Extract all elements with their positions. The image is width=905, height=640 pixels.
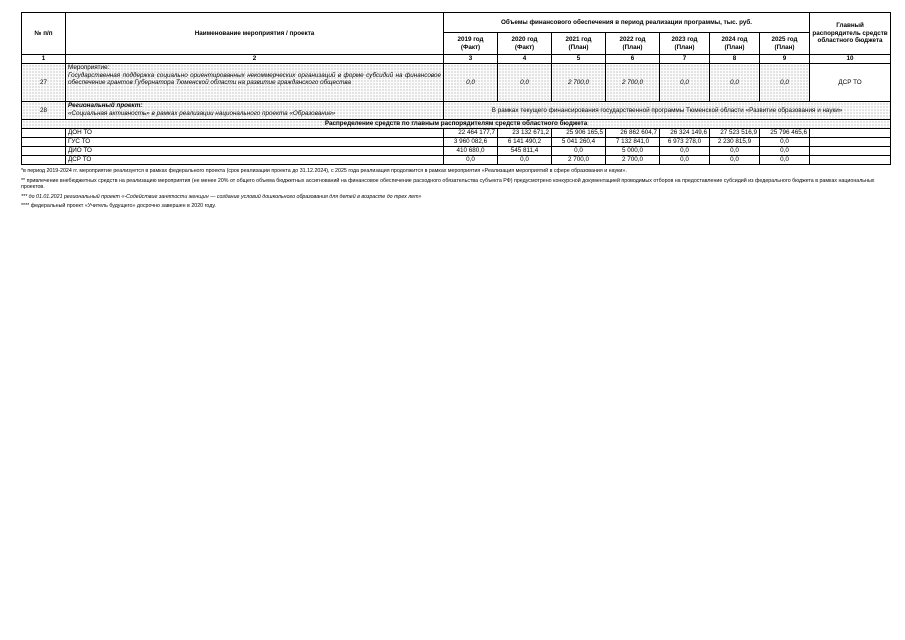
- footnote: ** привлечение внебюджетных средств на реализацию мероприятия (не менее 20% от общего объема бюджетных ассигнований на финансовое обеспечение расходного обязательства субъекта РФ) предусмотрено конкурсной документацией проводимых отборов на предоставление субсидий из федерального бюджета в рамках национальных проектов.: [21, 177, 875, 191]
- amount-cell: 2 700,0: [552, 156, 606, 165]
- col-num-header: № п/п: [22, 13, 66, 55]
- column-number: 1: [22, 55, 66, 64]
- year-header: [552, 33, 606, 55]
- column-number: 7: [660, 55, 710, 64]
- table-row: [22, 156, 891, 165]
- year-label: 2022 год: [619, 35, 646, 43]
- amount-cell: 0,0: [660, 147, 710, 156]
- year-header: [760, 33, 810, 55]
- amount-cell: 0,0: [760, 147, 810, 156]
- table-row: [22, 138, 891, 147]
- amount-cell: 0,0: [760, 138, 810, 147]
- col-name-header: Наименование мероприятия / проекта: [66, 13, 444, 55]
- empty-cell: [22, 156, 66, 165]
- column-number: 3: [444, 55, 498, 64]
- event-name-cell: [66, 64, 444, 102]
- amount-cell: 0,0: [552, 147, 606, 156]
- amount-cell: 25 796 465,6: [760, 129, 810, 138]
- amount-cell: 25 906 165,5: [552, 129, 606, 138]
- empty-cell: [810, 147, 891, 156]
- empty-cell: [810, 138, 891, 147]
- amount-cell: 0,0: [760, 156, 810, 165]
- manager-name: ГУС ТО: [66, 138, 444, 147]
- year-header: [606, 33, 660, 55]
- column-number: 10: [810, 55, 891, 64]
- amount-cell: 23 132 671,2: [498, 129, 552, 138]
- project-label: Региональный проект:: [68, 102, 143, 109]
- table-row-27: [22, 64, 891, 102]
- distribution-title-row: [22, 120, 891, 129]
- document-sheet: [21, 12, 890, 213]
- amount-cell: 0,0: [710, 156, 760, 165]
- funding-value: 2 700,0: [606, 64, 660, 102]
- table-row-28: [22, 102, 891, 120]
- year-status: (План): [724, 43, 745, 51]
- year-status: (План): [568, 43, 589, 51]
- empty-cell: [22, 129, 66, 138]
- footnote: *в период 2019-2024 гг. мероприятие реализуется в рамках федерального проекта (срок реализации проекта до 31.12.2024), с 2025 года реализация продолжится в рамках мероприятия «Реализация мероприятий в сфере образования и науки».: [21, 168, 627, 174]
- table-row: [22, 147, 891, 156]
- year-header: [444, 33, 498, 55]
- amount-cell: 27 523 516,9: [710, 129, 760, 138]
- amount-cell: 22 464 177,7: [444, 129, 498, 138]
- funding-value: 0,0: [444, 64, 498, 102]
- column-number: 8: [710, 55, 760, 64]
- funding-value: 0,0: [498, 64, 552, 102]
- merged-financing-note: В рамках текущего финансирования государственной программы Тюменской области «Развитие образования и науки»: [444, 102, 891, 120]
- year-header: [660, 33, 710, 55]
- amount-cell: 3 960 082,6: [444, 138, 498, 147]
- column-number-row: [22, 55, 891, 64]
- manager-name: ДСР ТО: [66, 156, 444, 165]
- year-status: (Факт): [514, 43, 535, 51]
- year-header: [498, 33, 552, 55]
- footnote: **** федеральный проект «Учитель будущего» досрочно завершен в 2020 году.: [21, 203, 216, 210]
- funding-value: 0,0: [660, 64, 710, 102]
- column-number: 5: [552, 55, 606, 64]
- empty-cell: [22, 147, 66, 156]
- footnotes: [21, 168, 890, 210]
- amount-cell: 2 700,0: [606, 156, 660, 165]
- amount-cell: 6 141 490,2: [498, 138, 552, 147]
- funding-group-header: Объемы финансового обеспечения в период реализации программы, тыс. руб.: [444, 13, 810, 33]
- footnote: *** до 01.01.2021 региональный проект «-Содействие занятости женщин — создание условий дошкольного образования для детей в возрасте до трех лет»: [21, 193, 422, 200]
- amount-cell: 0,0: [660, 156, 710, 165]
- year-status: (Факт): [460, 43, 481, 51]
- amount-cell: 0,0: [444, 156, 498, 165]
- amount-cell: 0,0: [498, 156, 552, 165]
- funding-value: 0,0: [710, 64, 760, 102]
- manager-name: ДИО ТО: [66, 147, 444, 156]
- header-row-1: [22, 13, 891, 33]
- amount-cell: 0,0: [710, 147, 760, 156]
- manager-name: ДОН ТО: [66, 129, 444, 138]
- funding-table: [21, 12, 891, 165]
- amount-cell: 26 862 604,7: [606, 129, 660, 138]
- column-number: 4: [498, 55, 552, 64]
- year-label: 2020 год: [511, 35, 538, 43]
- amount-cell: 2 230 815,9: [710, 138, 760, 147]
- event-label: Мероприятие:: [68, 64, 110, 71]
- empty-cell: [810, 129, 891, 138]
- amount-cell: 5 000,0: [606, 147, 660, 156]
- year-label: 2024 год: [721, 35, 748, 43]
- year-status: (План): [774, 43, 795, 51]
- year-status: (План): [622, 43, 643, 51]
- year-status: (План): [674, 43, 695, 51]
- column-number: 6: [606, 55, 660, 64]
- col-manager-header: Главный распорядитель средств областного бюджета: [810, 13, 891, 55]
- project-description: «Социальная активность» в рамках реализации национального проекта «Образование»: [68, 109, 336, 117]
- amount-cell: 6 973 278,0: [660, 138, 710, 147]
- year-label: 2025 год: [771, 35, 798, 43]
- manager-cell: ДСР ТО: [810, 64, 891, 102]
- row-number: 28: [22, 102, 66, 120]
- distribution-title: Распределение средств по главным распорядителям средств областного бюджета: [22, 120, 891, 129]
- amount-cell: 410 680,0: [444, 147, 498, 156]
- row-number: 27: [22, 64, 66, 102]
- year-label: 2019 год: [457, 35, 484, 43]
- amount-cell: 26 324 149,6: [660, 129, 710, 138]
- empty-cell: [22, 138, 66, 147]
- project-name-cell: [66, 102, 444, 120]
- year-label: 2021 год: [565, 35, 592, 43]
- event-description: Государственная поддержка социально ориентированных некоммерческих организаций в форме субсидий на финансовое обеспечение грантов Губернатора Тюменской области на развитие гражданского общества: [68, 71, 441, 87]
- year-label: 2023 год: [671, 35, 698, 43]
- empty-cell: [810, 156, 891, 165]
- funding-value: 0,0: [760, 64, 810, 102]
- amount-cell: 545 811,4: [498, 147, 552, 156]
- column-number: 9: [760, 55, 810, 64]
- amount-cell: 5 041 260,4: [552, 138, 606, 147]
- year-header: [710, 33, 760, 55]
- table-row: [22, 129, 891, 138]
- column-number: 2: [66, 55, 444, 64]
- funding-value: 2 700,0: [552, 64, 606, 102]
- amount-cell: 7 132 841,0: [606, 138, 660, 147]
